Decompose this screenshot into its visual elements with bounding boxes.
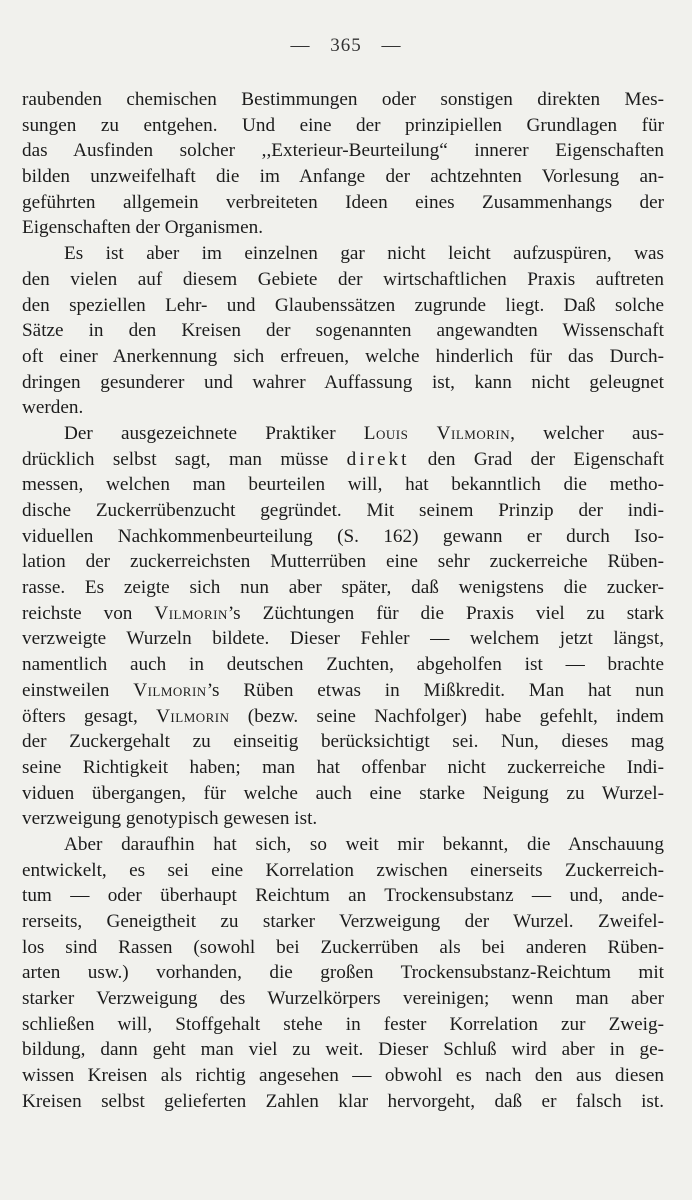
line-text: ’s Züchtungen für die Praxis viel zu stark [227,602,664,624]
header-dash-left: — [290,35,311,56]
line-text: arten usw.) vorhanden, die großen Trockensubstanz-Reichtum mit [22,962,664,984]
text-line [22,1089,664,1115]
text-line [22,909,664,935]
line-text: messen, welchen man beurteilen will, hat bekanntlich die metho- [22,474,664,496]
line-text: raubenden chemischen Bestimmungen oder sonstigen direkten Mes- [22,89,664,110]
text-line [22,729,664,755]
line-text: Eigenschaften der Organismen. [22,217,264,239]
line-text: Der ausgezeichnete Praktiker [64,422,364,444]
line-text: schließen will, Stoffgehalt stehe in fester Korrelation zur Zweig- [22,1013,664,1035]
line-text: dringen gesunderer und wahrer Auffassung ist, kann nicht geleugnet [22,371,664,393]
line-text: werden. [22,397,84,419]
text-line [22,1063,664,1089]
line-text: ’s Rüben etwas in Mißkredit. Man hat nun [206,679,665,701]
line-text: oft einer Anerkennung sich erfreuen, welche hinderlich für das Durch- [22,345,664,367]
person-name: Louis Vilmorin [363,422,511,444]
line-text: das Ausfinden solcher ,,Exterieur-Beurteilung“ innerer Eigenschaften [22,140,664,162]
line-text: wissen Kreisen als richtig angesehen — obwohl es nach den aus diesen [22,1065,664,1087]
text-line [22,293,664,319]
person-name: Vilmorin [133,679,207,701]
line-text: Aber daraufhin hat sich, so weit mir bekannt, die Anschauung [64,833,664,855]
line-text: , welcher aus- [510,422,664,444]
line-text: verzweigte Wurzeln bildete. Dieser Fehler — welchem jetzt längst, [22,628,664,650]
text-line [22,267,664,293]
text-line [22,935,664,961]
person-name: Vilmorin [156,705,230,727]
line-text: seine Richtigkeit haben; man hat offenbar nicht zuckerreiche Indi- [22,756,664,778]
text-line [22,755,664,781]
line-text: der Zuckergehalt zu einseitig berücksichtigt sei. Nun, dieses mag [22,731,664,753]
page-header [0,35,692,57]
text-line [22,549,664,575]
text-line [22,832,664,858]
line-text: öfters gesagt, [22,705,157,727]
line-text: einstweilen [22,679,134,701]
text-line [22,986,664,1012]
line-text: Kreisen selbst gelieferten Zahlen klar hervorgeht, daß er falsch ist. [22,1090,664,1112]
text-line [22,883,664,909]
body-text [22,87,664,1115]
text-line [22,781,664,807]
text-line [22,575,664,601]
text-line [22,370,664,396]
text-line [22,447,664,473]
text-line [22,164,664,190]
text-line [22,190,664,216]
text-line [22,215,664,241]
line-text: Sätze in den Kreisen der sogenannten angewandten Wissenschaft [22,320,664,342]
text-line [22,138,664,164]
person-name: Vilmorin [154,602,228,624]
text-line [22,652,664,678]
text-line [22,395,664,421]
line-text: verzweigung genotypisch gewesen ist. [22,808,318,830]
text-line [22,1037,664,1063]
text-line [22,601,664,627]
line-text: viduen übergangen, für welche auch eine starke Neigung zu Wurzel- [22,782,664,804]
line-text: rasse. Es zeigte sich nun aber später, daß wenigstens die zucker- [22,577,664,599]
line-text: reichste von [22,602,155,624]
page-number: 365 [330,35,362,56]
line-text: namentlich auch in deutschen Zuchten, abgeholfen ist — brachte [22,654,664,676]
line-text: den speziellen Lehr- und Glaubenssätzen zugrunde liegt. Daß solche [22,294,664,316]
text-line [22,678,664,704]
text-line [22,626,664,652]
text-line [22,344,664,370]
text-line [22,241,664,267]
line-text: den vielen auf diesem Gebiete der wirtschaftlichen Praxis auftreten [22,268,664,290]
text-line [22,318,664,344]
text-line [22,858,664,884]
line-text: bildung, dann geht man viel zu weit. Dieser Schluß wird aber in ge- [22,1039,664,1061]
line-text: (bezw. seine Nachfolger) habe gefehlt, indem [229,705,664,727]
text-line [22,87,664,113]
line-text: rerseits, Geneigtheit zu starker Verzweigung der Wurzel. Zweifel- [22,911,664,932]
text-line [22,960,664,986]
line-text: Es ist aber im einzelnen gar nicht leicht aufzuspüren, was [64,243,664,265]
emphasized-word: direkt [346,448,410,470]
line-text: starker Verzweigung des Wurzelkörpers vereinigen; wenn man aber [22,988,664,1010]
text-line [22,498,664,524]
line-text: tum — oder überhaupt Reichtum an Trockensubstanz — und, ande- [22,885,664,907]
line-text: entwickelt, es sei eine Korrelation zwischen einerseits Zuckerreich- [22,859,664,881]
text-line [22,524,664,550]
line-text: lation der zuckerreichsten Mutterrüben eine sehr zuckerreiche Rüben- [22,551,664,573]
text-line [22,1012,664,1038]
text-line [22,806,664,832]
line-text: bilden unzweifelhaft die im Anfange der achtzehnten Vorlesung an- [22,166,664,188]
line-text: drücklich selbst sagt, man müsse [22,448,347,470]
line-text: viduellen Nachkommenbeurteilung (S. 162) gewann er durch Iso- [22,525,664,547]
text-line [22,113,664,139]
line-text: geführten allgemein verbreiteten Ideen eines Zusammenhangs der [22,191,664,213]
header-dash-right: — [381,35,402,56]
line-text: sungen zu entgehen. Und eine der prinzipiellen Grundlagen für [22,114,664,136]
line-text: los sind Rassen (sowohl bei Zuckerrüben als bei anderen Rüben- [22,936,664,958]
line-text: den Grad der Eigenschaft [409,448,664,470]
text-line [22,704,664,730]
text-line [22,421,664,447]
text-line [22,472,664,498]
line-text: dische Zuckerrübenzucht gegründet. Mit seinem Prinzip der indi- [22,500,664,521]
